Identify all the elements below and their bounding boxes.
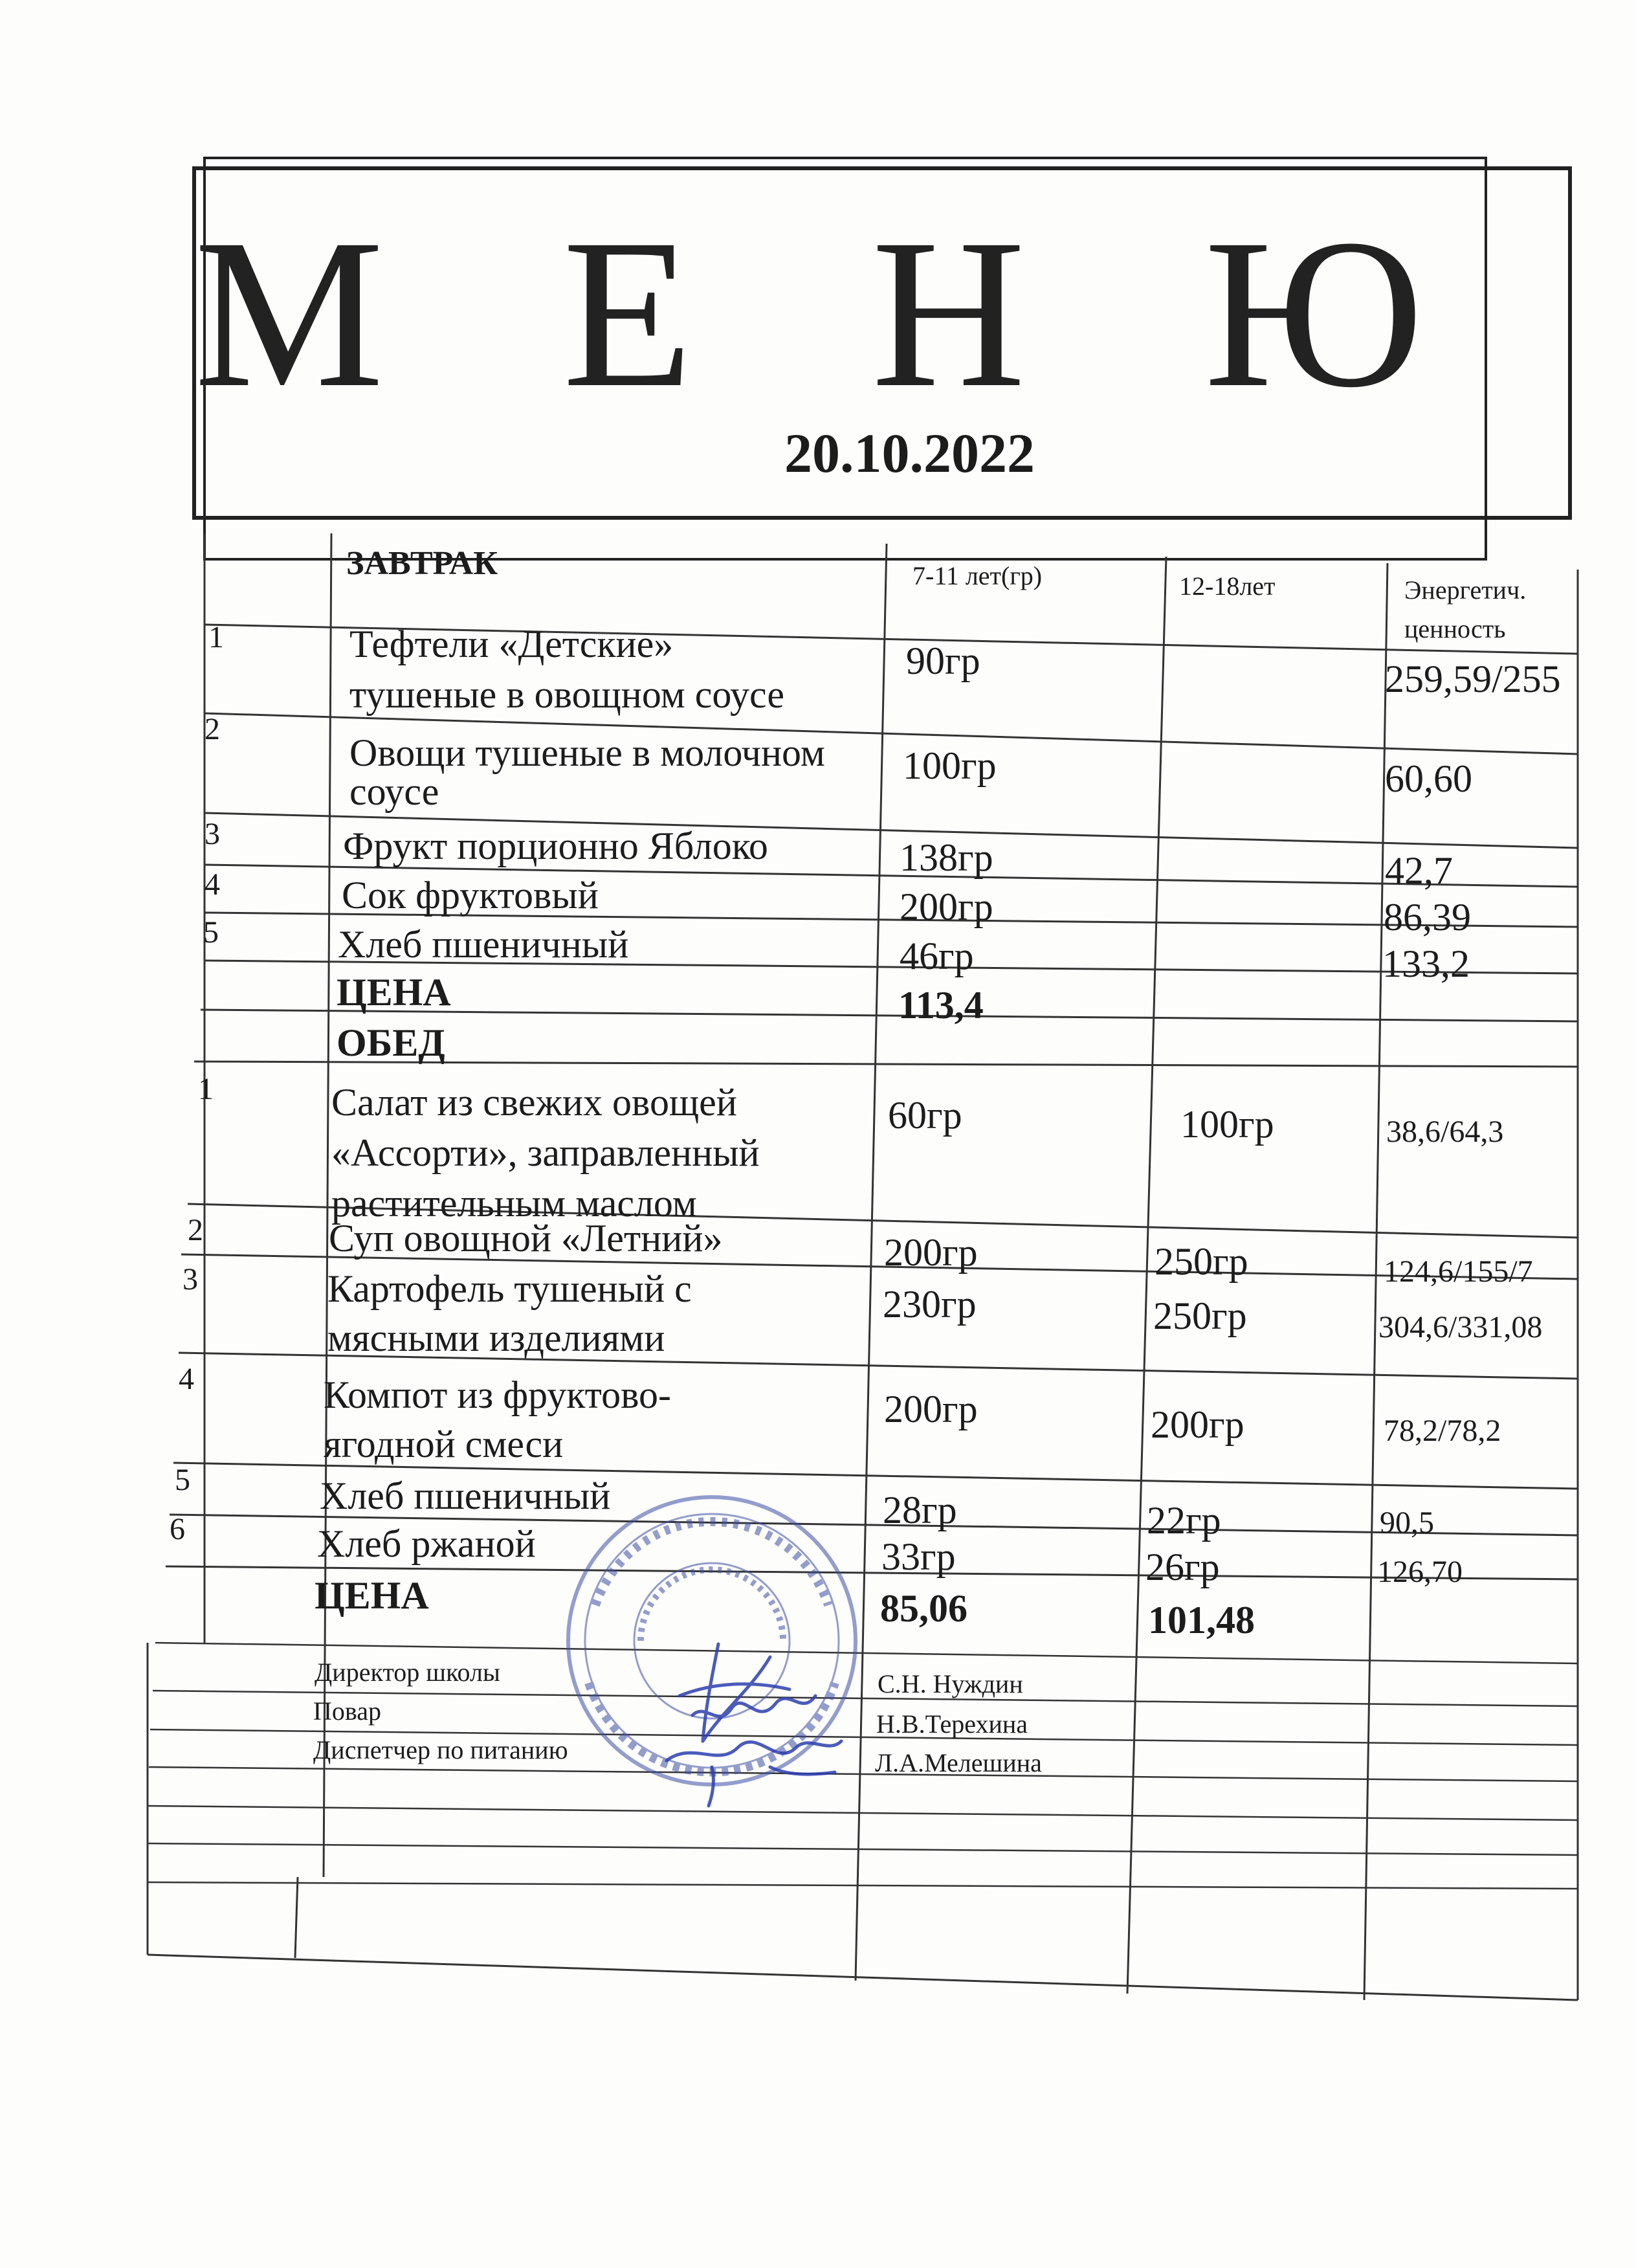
energy-value: 259,59/255 [1385, 658, 1561, 700]
portion-12-18: 22гр [1147, 1499, 1221, 1542]
col-header-energy-line1: Энергетич. [1404, 575, 1527, 605]
title-letter: М [194, 195, 384, 432]
energy-value: 60,60 [1385, 757, 1472, 800]
dish-name: Хлеб пшеничный [338, 923, 629, 966]
row-number: 5 [175, 1463, 190, 1497]
lunch-section-label: ОБЕД [337, 1021, 445, 1064]
portion-7-11: 200гр [884, 1231, 978, 1274]
title-letter: Н [871, 195, 1026, 432]
signature-role: Директор школы [315, 1658, 500, 1687]
row-number: 5 [203, 915, 219, 950]
portion-7-11: 46гр [900, 935, 974, 977]
breakfast-section-label: ЗАВТРАК [346, 545, 498, 582]
col-header-energy-line2: ценность [1404, 614, 1506, 643]
menu-title [194, 195, 1424, 432]
price-label: ЦЕНА [337, 971, 451, 1014]
signature-name: Л.А.Мелешина [875, 1748, 1042, 1777]
energy-value: 42,7 [1385, 849, 1453, 892]
energy-value: 78,2/78,2 [1384, 1414, 1501, 1448]
energy-value: 126,70 [1377, 1555, 1463, 1589]
row-number: 3 [182, 1262, 198, 1296]
price-12-18: 101,48 [1148, 1599, 1255, 1641]
portion-7-11: 138гр [900, 836, 993, 879]
dish-name: Картофель тушеный с [327, 1267, 692, 1310]
row-number: 4 [179, 1362, 194, 1396]
dish-name: Салат из свежих овощей [331, 1081, 737, 1124]
signature-name: С.Н. Нуждин [878, 1669, 1023, 1698]
dish-name: Хлеб пшеничный [320, 1474, 611, 1517]
portion-12-18: 250гр [1155, 1240, 1248, 1283]
energy-value: 38,6/64,3 [1386, 1115, 1504, 1149]
row-number: 2 [188, 1213, 203, 1247]
title-letter: Ю [1204, 195, 1424, 432]
portion-12-18: 250гр [1153, 1295, 1247, 1337]
col-header-age-12-18: 12-18лет [1179, 572, 1276, 601]
dish-name: ягодной смеси [324, 1423, 564, 1465]
handwritten-signature [641, 1618, 861, 1812]
col-header-age-7-11: 7-11 лет(гр) [912, 561, 1043, 590]
energy-value: 90,5 [1380, 1506, 1434, 1540]
price-label: ЦЕНА [315, 1574, 429, 1617]
row-number: 6 [170, 1512, 185, 1546]
row-number: 4 [204, 867, 220, 902]
portion-7-11: 90гр [906, 639, 980, 682]
dish-name: Фрукт порционно Яблоко [343, 825, 768, 867]
dish-name: растительным маслом [331, 1182, 697, 1225]
portion-7-11: 100гр [903, 744, 997, 787]
row-number: 3 [204, 817, 220, 851]
row-number: 1 [208, 620, 224, 654]
dish-name: Хлеб ржаной [317, 1522, 536, 1565]
dish-name: Компот из фруктово- [324, 1373, 671, 1416]
signature-role: Диспетчер по питанию [313, 1735, 568, 1764]
energy-value: 133,2 [1382, 942, 1470, 985]
dish-name: тушеные в овощном соусе [349, 673, 785, 716]
dish-name: Тефтели «Детские» [349, 623, 674, 665]
row-number: 2 [204, 712, 220, 746]
energy-value: 86,39 [1384, 896, 1471, 939]
price-7-11: 85,06 [880, 1587, 967, 1630]
portion-12-18: 26гр [1145, 1546, 1220, 1588]
portion-7-11: 28гр [883, 1489, 957, 1531]
dish-name: Овощи тушеные в молочном [349, 731, 825, 774]
portion-7-11: 33гр [881, 1535, 956, 1578]
portion-12-18: 200гр [1151, 1403, 1244, 1446]
portion-7-11: 200гр [884, 1388, 978, 1430]
dish-name: мясными изделиями [327, 1317, 665, 1359]
signature-role: Повар [313, 1696, 381, 1726]
dish-name: «Ассорти», заправленный [331, 1131, 760, 1174]
portion-7-11: 200гр [900, 885, 993, 928]
title-letter: Е [562, 195, 693, 432]
dish-name: Сок фруктовый [342, 874, 599, 917]
signature-name: Н.В.Терехина [876, 1709, 1028, 1739]
dish-name: соусе [349, 770, 439, 813]
portion-12-18: 100гр [1180, 1103, 1274, 1146]
energy-value: 124,6/155/7 [1384, 1254, 1533, 1289]
dish-name: Суп овощной «Летний» [329, 1217, 723, 1260]
energy-value: 304,6/331,08 [1378, 1310, 1543, 1344]
menu-date: 20.10.2022 [784, 422, 1035, 484]
portion-7-11: 230гр [883, 1283, 977, 1326]
portion-7-11: 60гр [888, 1094, 962, 1137]
price-7-11: 113,4 [898, 984, 984, 1027]
row-number: 1 [198, 1072, 214, 1106]
